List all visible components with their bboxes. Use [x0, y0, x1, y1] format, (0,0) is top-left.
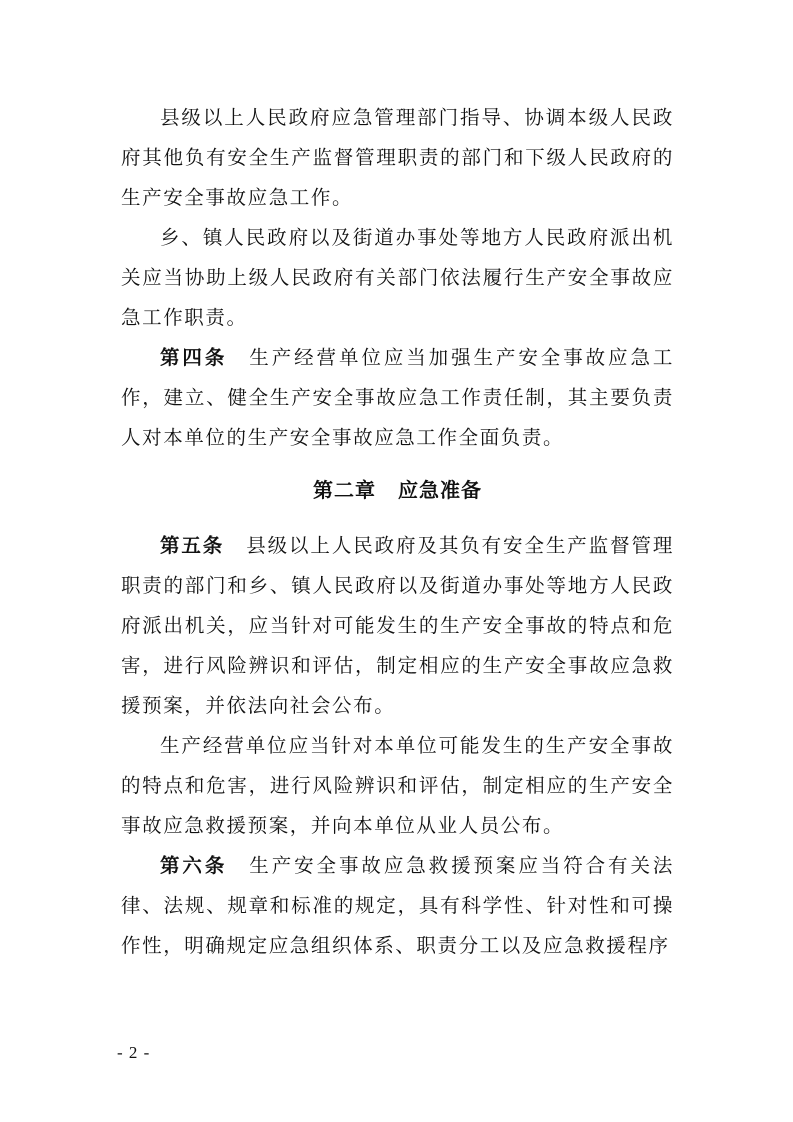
paragraph-township-government: 乡、镇人民政府以及街道办事处等地方人民政府派出机关应当协助上级人民政府有关部门依法履行生产安全事故应急工作职责。 — [121, 226, 674, 329]
chapter-heading — [121, 466, 674, 514]
chapter-number: 第二章 — [313, 478, 376, 502]
article-4-heading: 第四条 — [160, 346, 228, 369]
article-6-heading: 第六条 — [160, 854, 228, 877]
article-5 — [121, 526, 674, 726]
page-number: - 2 - — [117, 1043, 151, 1062]
article-4 — [121, 338, 674, 458]
article-6 — [121, 846, 674, 966]
article-6-text: 生产安全事故应急救援预案应当符合有关法律、法规、规章和标准的规定，具有科学性、针对性和可操作性，明确规定应急组织体系、职责分工以及应急救援程序 — [121, 854, 674, 957]
paragraph-emergency-management-dept: 县级以上人民政府应急管理部门指导、协调本级人民政府其他负有安全生产监督管理职责的部门和下级人民政府的生产安全事故应急工作。 — [121, 106, 674, 209]
chapter-title: 应急准备 — [398, 478, 482, 502]
article-5-heading: 第五条 — [160, 534, 225, 557]
article-4-text: 生产经营单位应当加强生产安全事故应急工作，建立、健全生产安全事故应急工作责任制，其主要负责人对本单位的生产安全事故应急工作全面负责。 — [121, 346, 674, 449]
document-body — [121, 98, 674, 966]
article-5-text: 县级以上人民政府及其负有安全生产监督管理职责的部门和乡、镇人民政府以及街道办事处等地方人民政府派出机关，应当针对可能发生的生产安全事故的特点和危害，进行风险辨识和评估，制定相应的生产安全事故应急救援预案，并依法向社会公布。 — [121, 534, 674, 717]
paragraph-business-units: 生产经营单位应当针对本单位可能发生的生产安全事故的特点和危害，进行风险辨识和评估，制定相应的生产安全事故应急救援预案，并向本单位从业人员公布。 — [121, 734, 674, 837]
